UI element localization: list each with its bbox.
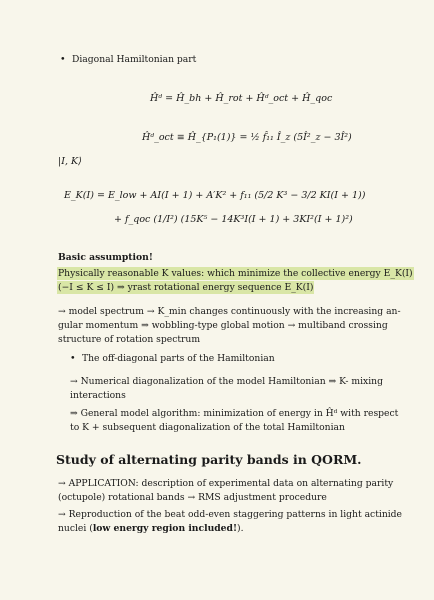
equation-octupole: Ĥᵈ_oct ≡ Ĥ_{P₁(1)} = ½ f̂₁₁ Î_z (5Î²_z − 3Î²) [142,132,352,143]
assumption-line1 [58,268,413,280]
para-application-1: → APPLICATION: description of experimental data on alternating parity [58,478,394,489]
assumption-line2 [58,282,313,294]
para-application-2: (octupole) rotational bands → RMS adjustment procedure [58,492,327,503]
para-numerical-1: → Numerical diagonalization of the model Hamiltonian ⇒ K- mixing [70,376,383,387]
bullet-title-offdiagonal: The off-diagonal parts of the Hamiltonian [82,353,275,364]
equation-energy-line2: + f_qoc (1/I²) (15K⁵ − 14K³I(I + 1) + 3KI²(I + 1)²) [114,214,353,225]
para-numerical-2: interactions [70,390,126,401]
para-general-algorithm-2: to K + subsequent diagonalization of the total Hamiltonian [70,422,345,433]
para-model-spectrum-1: → model spectrum → K_min changes continuously with the increasing an- [58,306,401,317]
para-reproduction-2b: low energy region included! [92,523,237,534]
heading-alternating-parity: Study of alternating parity bands in QORM. [56,452,362,467]
equation-energy-line1: E_K(I) = E_low + AI(I + 1) + A′K² + f₁₁ (5/2 K³ − 3/2 KI(I + 1)) [64,190,366,201]
para-reproduction-1: → Reproduction of the beat odd-even staggering patterns in light actinide [58,509,402,520]
para-model-spectrum-3: structure of rotation spectrum [58,334,201,345]
heading-basic-assumption: Basic assumption! [58,252,153,263]
state-ket: |I, K⟩ [58,156,82,167]
assumption-line2-text: (−I ≤ K ≤ I) ⇒ yrast rotational energy sequence E_K(I) [58,282,314,293]
assumption-line1-text: Physically reasonable K values: which minimize the collective energy E_K(I) [58,268,413,279]
bullet-title-diagonal: Diagonal Hamiltonian part [72,54,197,65]
para-reproduction-2c: ). [236,523,244,534]
bullet-dot-2: • [70,353,76,364]
para-general-algorithm-1: ⇒ General model algorithm: minimization of energy in Ĥᵈ with respect [70,408,399,419]
bullet-dot: • [60,54,66,65]
para-reproduction-2 [58,523,244,535]
equation-hamiltonian: Ĥᵈ = Ĥ_bh + Ĥ_rot + Ĥᵈ_oct + Ĥ_qoc [150,93,333,104]
para-model-spectrum-2: gular momentum ⇒ wobbling-type global motion → multiband crossing [58,320,388,331]
para-reproduction-2a: nuclei ( [58,523,93,534]
